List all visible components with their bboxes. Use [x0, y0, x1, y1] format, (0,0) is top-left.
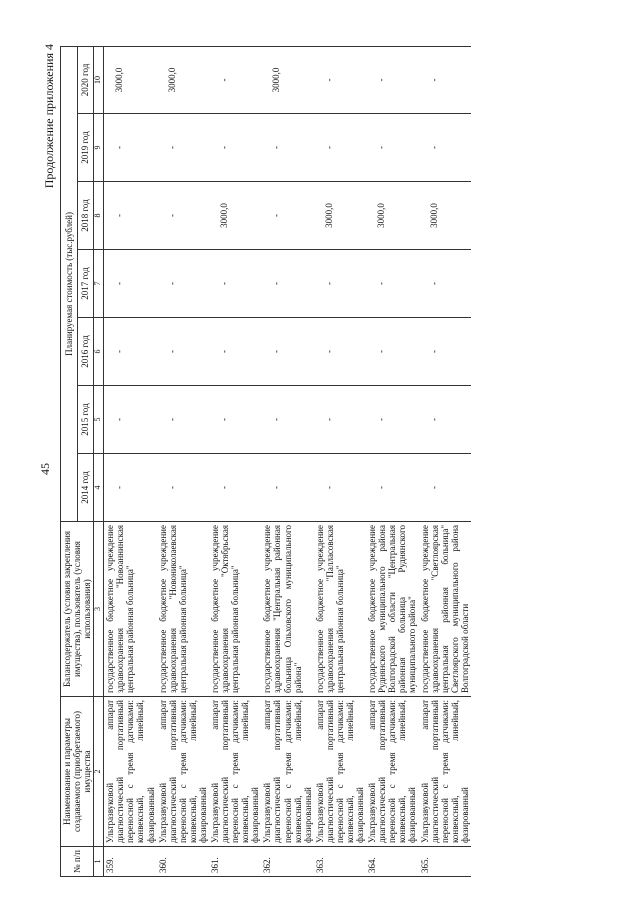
- row-number: 363.: [314, 847, 366, 877]
- cost-cell: -: [366, 114, 418, 182]
- cost-cell: -: [104, 182, 157, 250]
- row-number: 360.: [157, 847, 209, 877]
- item-name: Ультразвуковой аппарат диагностический портативный переносной с тремя датчиками: конвексный, линейный, фазированный: [104, 697, 157, 847]
- cost-cell: -: [419, 318, 471, 386]
- cost-cell: -: [314, 318, 366, 386]
- cost-cell: -: [419, 386, 471, 454]
- cost-cell: -: [314, 386, 366, 454]
- column-number: 10: [94, 46, 104, 113]
- column-number: 1: [94, 847, 104, 877]
- cost-cell: -: [157, 386, 209, 454]
- column-number: 3: [94, 522, 104, 697]
- item-name: Ультразвуковой аппарат диагностический портативный переносной с тремя датчиками: конвексный, линейный, фазированный: [209, 697, 261, 847]
- cost-cell: 3000,0: [314, 182, 366, 250]
- cost-cell: -: [366, 250, 418, 318]
- row-number: 364.: [366, 847, 418, 877]
- table-row: [366, 46, 418, 876]
- item-holder: государственное бюджетное учреждение здравоохранения "Октябрьская центральная районная больница": [209, 522, 261, 697]
- cost-cell: -: [419, 454, 471, 522]
- cost-cell: -: [261, 454, 313, 522]
- table-row: [104, 46, 157, 876]
- row-number: 365.: [419, 847, 471, 877]
- column-number: 9: [94, 114, 104, 182]
- cost-cell: -: [314, 46, 366, 113]
- item-holder: государственное бюджетное учреждение здравоохранения "Новониколаевская центральная районная больница": [157, 522, 209, 697]
- item-holder: государственное бюджетное учреждение здравоохранения "Светлоярская центральная районная больница" Светлоярского муниципального района Волгоградской области: [419, 522, 471, 697]
- header-year: 2017 год: [77, 250, 94, 318]
- cost-cell: -: [157, 250, 209, 318]
- row-number: 361.: [209, 847, 261, 877]
- cost-cell: 3000,0: [366, 182, 418, 250]
- column-number: 5: [94, 386, 104, 454]
- cost-cell: -: [157, 114, 209, 182]
- cost-cell: 3000,0: [209, 182, 261, 250]
- cost-cell: -: [366, 386, 418, 454]
- cost-cell: -: [261, 250, 313, 318]
- cost-cell: -: [261, 182, 313, 250]
- cost-cell: 3000,0: [261, 46, 313, 113]
- header-name: Наименование и параметры создаваемого (приобретаемого) имущества: [61, 697, 94, 847]
- table-row: [314, 46, 366, 876]
- cost-cell: 3000,0: [419, 182, 471, 250]
- cost-cell: -: [104, 386, 157, 454]
- cost-cell: -: [314, 454, 366, 522]
- cost-cell: -: [419, 114, 471, 182]
- header-year: 2018 год: [77, 182, 94, 250]
- header-year: 2016 год: [77, 318, 94, 386]
- cost-cell: -: [261, 114, 313, 182]
- column-number: 4: [94, 454, 104, 522]
- column-number: 6: [94, 318, 104, 386]
- cost-cell: -: [209, 114, 261, 182]
- item-name: Ультразвуковой аппарат диагностический портативный переносной с тремя датчиками: конвексный, линейный, фазированный: [314, 697, 366, 847]
- cost-cell: -: [419, 250, 471, 318]
- cost-cell: -: [209, 250, 261, 318]
- cost-cell: -: [209, 454, 261, 522]
- header-year: 2015 год: [77, 386, 94, 454]
- cost-cell: -: [261, 386, 313, 454]
- cost-cell: -: [104, 250, 157, 318]
- cost-cell: -: [209, 46, 261, 113]
- cost-cell: -: [104, 318, 157, 386]
- cost-cell: -: [366, 46, 418, 113]
- item-name: Ультразвуковой аппарат диагностический портативный переносной с тремя датчиками: конвексный, линейный, фазированный: [157, 697, 209, 847]
- item-holder: государственное бюджетное учреждение здравоохранения "Центральная районная больница Ольховского муниципального района": [261, 522, 313, 697]
- cost-cell: -: [261, 318, 313, 386]
- appendix-table: [60, 46, 471, 877]
- header-year: 2019 год: [77, 114, 94, 182]
- item-holder: государственное бюджетное учреждение здравоохранения "Палласовская центральная районная больница": [314, 522, 366, 697]
- column-number: 2: [94, 697, 104, 847]
- cost-cell: -: [104, 454, 157, 522]
- table-row: [209, 46, 261, 876]
- cost-cell: -: [157, 454, 209, 522]
- column-number: 8: [94, 182, 104, 250]
- cost-cell: -: [157, 182, 209, 250]
- cost-cell: 3000,0: [157, 46, 209, 113]
- page-number: 45: [38, 463, 52, 475]
- cost-cell: -: [366, 454, 418, 522]
- cost-cell: -: [209, 318, 261, 386]
- item-holder: государственное бюджетное учреждение здравоохранения "Новоаннинская центральная районная больница": [104, 522, 157, 697]
- cost-cell: -: [419, 46, 471, 113]
- item-name: Ультразвуковой аппарат диагностический портативный переносной с тремя датчиками: конвексный, линейный, фазированный: [366, 697, 418, 847]
- cost-cell: -: [314, 114, 366, 182]
- row-number: 362.: [261, 847, 313, 877]
- header-year: 2020 год: [77, 46, 94, 113]
- cost-cell: 3000,0: [104, 46, 157, 113]
- cost-cell: -: [314, 250, 366, 318]
- header-cost-group: Планируемая стоимость (тыс.рублей): [61, 46, 78, 521]
- header-num: № п/п: [61, 847, 94, 877]
- column-number: 7: [94, 250, 104, 318]
- continuation-title: Продолжение приложения 4: [42, 44, 56, 189]
- header-holder: Балансодержатель (условия закрепления имущества), пользователь (условия использования): [61, 522, 94, 697]
- cost-cell: -: [209, 386, 261, 454]
- item-name: Ультразвуковой аппарат диагностический портативный переносной с тремя датчиками: конвексный, линейный, фазированный: [261, 697, 313, 847]
- table-row: [261, 46, 313, 876]
- item-holder: государственное бюджетное учреждение Руднянского муниципального района Волгоградской области "Центральная районная больница Руднянского муниципального района": [366, 522, 418, 697]
- table-row: [419, 46, 471, 876]
- cost-cell: -: [104, 114, 157, 182]
- header-year: 2014 год: [77, 454, 94, 522]
- cost-cell: -: [157, 318, 209, 386]
- cost-cell: -: [366, 318, 418, 386]
- row-number: 359.: [104, 847, 157, 877]
- item-name: Ультразвуковой аппарат диагностический портативный переносной с тремя датчиками: конвексный, линейный, фазированный: [419, 697, 471, 847]
- table-row: [157, 46, 209, 876]
